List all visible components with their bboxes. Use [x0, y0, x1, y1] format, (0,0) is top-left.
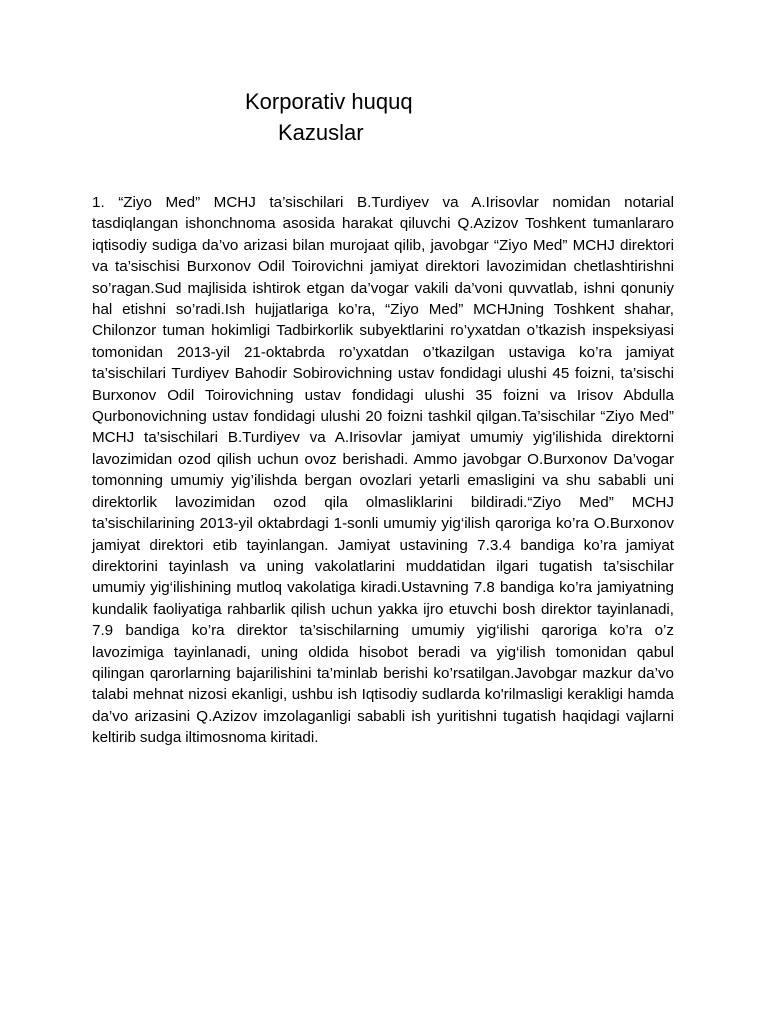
page-title: Korporativ huquq: [245, 89, 413, 114]
case-paragraph: 1. “Ziyo Med” MCHJ ta’sischilari B.Turdiyev va A.Irisovlar nomidan notarial tasdiqlangan ishonchnoma asosida harakat qiluvchi Q.Azizov Toshkent tumanlararo iqtisodiy sudiga da’vo arizasi bilan murojaat qilib, javobgar “Ziyo Med” MCHJ direktori va ta’sischisi Burxonov Odil Toirovichni jamiyat direktori lavozimidan chetlashtirishni so’ragan.Sud majlisida ishtirok etgan da’vogar vakili da’voni quvvatlab, ishni qonuniy hal etishni so’radi.Ish hujjatlariga ko’ra, “Ziyo Med” MCHJning Toshkent shahar, Chilonzor tuman hokimligi Tadbirkorlik subyektlarini ro’yxatdan o’tkazish inspeksiyasi tomonidan 2013-yil 21-oktabrda ro’yxatdan o’tkazilgan ustaviga ko’ra jamiyat ta’sischilari Turdiyev Bahodir Sobirovichning ustav fondidagi ulushi 45 foizni, ta’sischi Burxonov Odil Toirovichning ustav fondidagi ulushi 35 foizni va Irisov Abdulla Qurbonovichning ustav fondidagi ulushi 20 foizni tashkil qilgan.Ta’sischilar “Ziyo Med” MCHJ ta’sischilari B.Turdiyev va A.Irisovlar jamiyat umumiy yig'ilishida direktorni lavozimidan ozod qilish uchun ovoz berishadi. Ammo javobgar O.Burxonov Da’vogar tomonning umumiy yig’ilishda bergan ovozlari yetarli emasligini va shu sababli uni direktorlik lavozimidan ozod qila olmasliklarini bildiradi.“Ziyo Med” MCHJ ta’sischilarining 2013-yil oktabrdagi 1-sonli umumiy yig‘ilish qaroriga ko’ra O.Burxonov jamiyat direktori etib tayinlangan. Jamiyat ustavining 7.3.4 bandiga ko’ra jamiyat direktorini tayinlash va uning vakolatlarini muddatidan ilgari tugatish ta’sischilar umumiy yig‘ilishining mutloq vakolatiga kiradi.Ustavning 7.8 bandiga ko’ra jamiyatning kundalik faoliyatiga rahbarlik qilish uchun yakka ijro etuvchi bosh direktor tayinlanadi, 7.9 bandiga ko’ra direktor ta’sischilarning umumiy yig‘ilishi qaroriga ko’ra o’z lavozimiga tayinlanadi, uning oldida hisobot beradi va yig‘ilish tomonidan qabul qilingan qarorlarning bajarilishini ta’minlab berishi ko’rsatilgan.Javobgar mazkur da’vo talabi mehnat nizosi ekanligi, ushbu ish Iqtisodiy sudlarda ko'rilmasligi kerakligi hamda da’vo arizasini Q.Azizov imzolaganligi sababli ish yuritishni tugatish haqidagi vajlarni keltirib sudga iltimosnoma kiritadi.: [92, 194, 674, 747]
page-subtitle: Kazuslar: [278, 120, 364, 145]
